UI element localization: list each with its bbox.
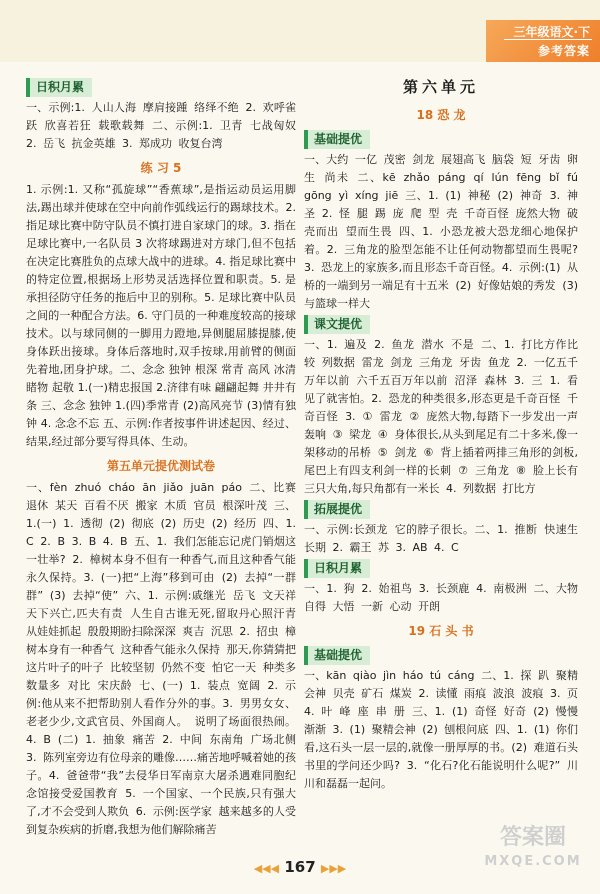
right-arrows-icon: ▶▶▶ [320,862,347,875]
section-tag: 基础提优 [304,646,370,665]
answer-paragraph: 一、大约 一亿 茂密 剑龙 展翅高飞 脑袋 短 牙齿 卵生 尚未 二、kē zhǎo páng qí lún fēng bǐ fú gōng yì xíng jiē 三、1. (1) 神秘 (2) 神奇 3. 神圣 2. 怪 腿 踢 庞 爬 型 壳 千奇百怪 庞然大物 破壳而出 望而生畏 四、1. 小恐龙被大恐龙细心地保护着。2. 三角龙的脸型怎能不让任何动物都望而生畏呢? 3. 恐龙上的家族多,而且形态千奇百怪。4. 示例:(1) 从桥的一端到另一端足有十五米 (2) 好像姑娘的秀发 (3) 与篮球一样大 [304,153,578,310]
header-bar [0,0,600,62]
page-number: 167 [284,858,316,876]
answer-paragraph: 一、1. 狗 2. 始祖鸟 3. 长颈鹿 4. 南极洲 二、大物 自得 大悟 一新 心动 开朗 [304,582,578,613]
answers-label: 参考答案 [537,44,590,58]
header-corner-badge [486,20,600,62]
answer-paragraph: 1. 示例:1. 又称“孤旋球”“香蕉球”,是指运动员运用脚法,踢出球并使球在空中向前作弧线运行的踢球技术。2. 指足球比赛中防守队员不慎打进自家球门的球。3. 指在足球比赛中,一名队员 3 次将球踢进对方球门,但不包括在决定比赛胜负的点球大战中的进球。4. 指足球比赛中的特定位置,根据场上形势灵活选择位置和职责。5. 是承担径防守任务的拖后中卫的别称。5. 足球比赛中队员之间的一种配合方法。6. 守门员的一种难度较高的接球技术。以与球同侧的一脚用力蹬地,异侧腿屈膝提膝,使身体跃出接球。身体后落地时,双手按球,用前臂的侧面先着地,团身护球。二、念念 独钟 根深 常青 高风 冰清 睹物 起敬 1.(一)精忠报国 2.济律有味 翩翩起舞 井井有条 三、念念 独钟 1.(四)季常青 (2)高风亮节 (3)情有独钟 4. 念念不忘 五、示例:作者按事件讲述起因、经过、结果,经过部分要写得具体、生动。 [26,183,296,448]
section-title: 练 习 5 [140,161,182,175]
answer-paragraph: 一、示例:长颈龙 它的脖子很长。二、1. 推断 快速生长期 2. 霸王 苏 3. AB 4. C [304,523,578,554]
answer-paragraph: 一、1. 遍及 2. 鱼龙 潜水 不是 二、1. 打比方作比较 列数据 雷龙 剑龙 三角龙 牙齿 鱼龙 2. 一亿五千万年以前 六千五百万年以前 沼泽 森林 3. 三 1. 看见了就害怕。2. 恐龙的种类很多,形态更是千奇百怪 千奇百怪 3. ① 雷龙 ② 庞然大物,每踏下一步发出一声轰响 ③ 梁龙 ④ 身体很长,从头到尾足有二十多米,像一架移动的吊桥 ⑤ 剑龙 ⑥ 背上插着两排三角形的剑板,尾巴上有四支利剑一样的长刺 ⑦ 三角龙 ⑧ 脸上长有三只大角,每只角都有一米长 4. 列数据 打比方 [304,338,578,495]
answer-paragraph: 一、fèn zhuó cháo ān jiǎo juān páo 二、比赛 退休 某天 百看不厌 搬家 木质 官员 根深叶茂 三、1.(一) 1. 透彻 (2) 彻底 (2) 历史 (2) 经历 四、1. C 2. B 3. B 4. B 五、1. 我们怎能忘记虎门销烟这一壮举? 2. 樟树本身不但有一种香气,而且这种香气能永久保持。3. (一)把“上海”移到可由 (2) 去掉“一群群” (3) 去掉“使” 六、1. 示例:戚继光 岳飞 文天祥 天下兴亡,匹夫有责 人生自古谁无死,留取丹心照汗青 从娃娃抓起 殷殷期盼扫除深深 爽吉 沉思 2. 招虫 樟树本身有一种香气 这种香气能永久保持 那天,你猜猜把这片叶子的叶子 比较坚韧 仍然不变 怕它一天 种类多 数量多 对比 宋庆龄 七、(一) 1. 装点 宽阔 2. 示例:他从来不把帮助别人看作分外的事。3. 男男女女、老老少少,文武官员、外国商人。 说明了场面很热闹。4. B (二) 1. 抽象 痛苦 2. 中间 东南角 广场北侧 3. 陈列室旁边有位母亲的雕像……痛苦地呼喊着她的孩子。4. 爸爸带“我”去侵华日军南京大屠杀遇难同胞纪念馆接受爱国教育 5. 一个国家、一个民族,只有强大了,才不会受到人欺负 6. 示例:医学家 越来越多的人受到复杂疾病的折磨,我想为他们解除痛苦 [26,481,296,836]
section-title: 第五单元提优测试卷 [106,459,215,473]
answer-paragraph: 一、kān qiào jìn háo tú cáng 二、1. 探 趴 聚精会神 贝壳 矿石 煤炭 2. 读懂 雨痕 波浪 波痕 3. 页 4. 叶 峰 座 串 册 三、1. (1) 奇怪 好奇 (2) 慢慢 渐渐 3. (1) 聚精会神 (2) 刨根问底 四、1. (1) 你们看,这石头一层一层的,就像一册厚厚的书。(2) 难道石头书里的学问还少吗? 3. “化石?化石能说明什么呢?” 川川和磊磊一起问。 [304,669,578,790]
section-tag: 拓展提优 [304,500,370,519]
section-tag: 课文提优 [304,315,370,334]
header-divider [504,39,592,40]
lesson-title: 18 恐 龙 [416,108,466,122]
watermark-site: MXQE.COM [484,854,582,869]
section-tag: 基础提优 [304,130,370,149]
left-column [26,76,296,839]
watermark [478,826,588,874]
unit-title: 第六单元 [402,78,479,96]
section-tag: 日积月累 [26,78,92,97]
grade-label: 三年级语文·下 [513,25,590,39]
section-tag: 日积月累 [304,559,370,578]
watermark-logo: 答案圈 [499,825,566,850]
lesson-title: 19 石 头 书 [408,624,474,638]
answer-paragraph: 一、示例:1. 人山人海 摩肩接踵 络绎不绝 2. 欢呼雀跃 欣喜若狂 载歌载舞 二、示例:1. 卫青 七战匈奴 2. 岳飞 抗金英雄 3. 郑成功 收复台湾 [26,101,296,150]
left-arrows-icon: ◀◀◀ [253,862,280,875]
right-column [304,76,578,793]
